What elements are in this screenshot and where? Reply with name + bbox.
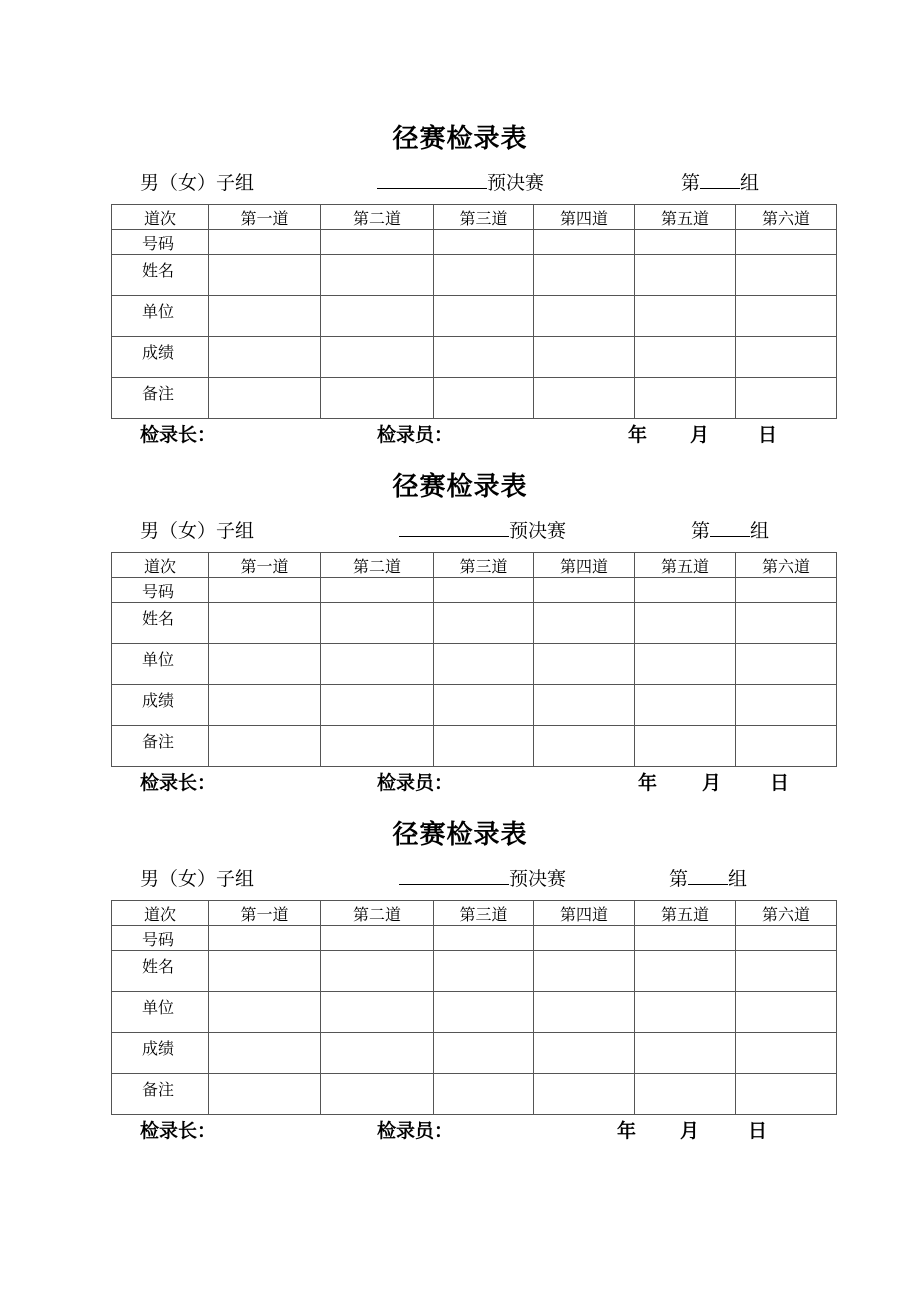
lane-table — [111, 552, 837, 767]
lane-header-label: 道次 — [112, 901, 209, 926]
entry-cell[interactable] — [534, 378, 635, 419]
gender-group-label: 男（女）子组 — [140, 520, 255, 542]
year-label: 年 — [617, 1120, 637, 1142]
entry-cell[interactable] — [434, 1033, 534, 1074]
entry-cell[interactable] — [321, 255, 434, 296]
entry-cell[interactable] — [209, 603, 321, 644]
form-title: 径赛检录表 — [392, 124, 528, 154]
entry-cell[interactable] — [635, 603, 736, 644]
group-number-field — [691, 516, 769, 543]
lane-table — [111, 900, 837, 1115]
group-suffix: 组 — [740, 172, 760, 194]
lane-column-header: 第四道 — [534, 553, 635, 578]
entry-cell[interactable] — [434, 992, 534, 1033]
entry-cell[interactable] — [209, 726, 321, 767]
entry-cell[interactable] — [736, 255, 837, 296]
clerk-label: 检录员： — [377, 772, 454, 794]
entry-cell[interactable] — [321, 603, 434, 644]
entry-cell[interactable] — [321, 337, 434, 378]
entry-cell[interactable] — [736, 926, 837, 951]
entry-cell[interactable] — [635, 337, 736, 378]
year-label: 年 — [628, 424, 648, 446]
entry-cell[interactable] — [321, 951, 434, 992]
entry-cell[interactable] — [434, 578, 534, 603]
entry-cell[interactable] — [635, 1074, 736, 1115]
table-header-row — [112, 553, 837, 578]
entry-cell[interactable] — [635, 685, 736, 726]
entry-cell[interactable] — [736, 1074, 837, 1115]
entry-cell[interactable] — [209, 992, 321, 1033]
entry-cell[interactable] — [534, 578, 635, 603]
table-row — [112, 726, 837, 767]
entry-cell[interactable] — [321, 685, 434, 726]
round-blank[interactable] — [399, 520, 509, 537]
lane-column-header: 第二道 — [321, 205, 434, 230]
entry-cell[interactable] — [635, 1033, 736, 1074]
table-row — [112, 296, 837, 337]
row-label: 备注 — [112, 726, 209, 767]
entry-cell[interactable] — [321, 992, 434, 1033]
entry-cell[interactable] — [321, 296, 434, 337]
group-number-field — [669, 864, 747, 891]
lane-column-header: 第二道 — [321, 553, 434, 578]
entry-cell[interactable] — [434, 644, 534, 685]
entry-cell[interactable] — [209, 926, 321, 951]
entry-cell[interactable] — [534, 685, 635, 726]
entry-cell[interactable] — [321, 926, 434, 951]
lane-header-label: 道次 — [112, 205, 209, 230]
entry-cell[interactable] — [736, 951, 837, 992]
entry-cell[interactable] — [736, 230, 837, 255]
table-row — [112, 951, 837, 992]
row-label: 备注 — [112, 1074, 209, 1115]
table-row — [112, 644, 837, 685]
table-row — [112, 378, 837, 419]
entry-cell[interactable] — [635, 578, 736, 603]
lane-column-header: 第一道 — [209, 901, 321, 926]
entry-cell[interactable] — [321, 1074, 434, 1115]
entry-cell[interactable] — [209, 644, 321, 685]
entry-cell[interactable] — [534, 951, 635, 992]
group-number-blank[interactable] — [688, 868, 728, 885]
entry-cell[interactable] — [209, 337, 321, 378]
entry-cell[interactable] — [635, 926, 736, 951]
entry-cell[interactable] — [635, 992, 736, 1033]
month-label: 月 — [680, 1120, 700, 1142]
entry-cell[interactable] — [534, 337, 635, 378]
entry-cell[interactable] — [209, 1074, 321, 1115]
table-row — [112, 1033, 837, 1074]
row-label: 单位 — [112, 296, 209, 337]
table-row — [112, 1074, 837, 1115]
entry-cell[interactable] — [321, 578, 434, 603]
form-title: 径赛检录表 — [392, 472, 528, 502]
lane-column-header: 第五道 — [635, 205, 736, 230]
row-label: 单位 — [112, 644, 209, 685]
lane-column-header: 第六道 — [736, 205, 837, 230]
gender-group-label: 男（女）子组 — [140, 172, 255, 194]
chief-label: 检录长： — [140, 772, 217, 794]
entry-cell[interactable] — [635, 951, 736, 992]
lane-column-header: 第五道 — [635, 553, 736, 578]
group-number-blank[interactable] — [700, 172, 740, 189]
entry-cell[interactable] — [434, 926, 534, 951]
entry-cell[interactable] — [736, 378, 837, 419]
check-in-form — [0, 814, 920, 1154]
entry-cell[interactable] — [736, 296, 837, 337]
lane-table — [111, 204, 837, 419]
entry-cell[interactable] — [736, 644, 837, 685]
lane-column-header: 第二道 — [321, 901, 434, 926]
entry-cell[interactable] — [321, 378, 434, 419]
entry-cell[interactable] — [736, 1033, 837, 1074]
round-label: 预决赛 — [509, 868, 567, 890]
lane-column-header: 第三道 — [434, 205, 534, 230]
check-in-form — [0, 466, 920, 806]
lane-column-header: 第六道 — [736, 553, 837, 578]
entry-cell[interactable] — [434, 726, 534, 767]
lane-column-header: 第四道 — [534, 205, 635, 230]
row-label: 号码 — [112, 926, 209, 951]
round-field — [399, 864, 566, 891]
entry-cell[interactable] — [209, 1033, 321, 1074]
table-row — [112, 255, 837, 296]
group-prefix: 第 — [669, 868, 689, 890]
round-field — [399, 516, 566, 543]
entry-cell[interactable] — [736, 992, 837, 1033]
row-label: 成绩 — [112, 1033, 209, 1074]
lane-column-header: 第六道 — [736, 901, 837, 926]
lane-column-header: 第三道 — [434, 901, 534, 926]
day-label: 日 — [748, 1120, 768, 1142]
row-label: 姓名 — [112, 951, 209, 992]
clerk-label: 检录员： — [377, 1120, 454, 1142]
entry-cell[interactable] — [635, 255, 736, 296]
table-row — [112, 337, 837, 378]
entry-cell[interactable] — [635, 378, 736, 419]
entry-cell[interactable] — [534, 603, 635, 644]
entry-cell[interactable] — [635, 644, 736, 685]
month-label: 月 — [702, 772, 722, 794]
table-row — [112, 685, 837, 726]
group-prefix: 第 — [691, 520, 711, 542]
day-label: 日 — [758, 424, 778, 446]
entry-cell[interactable] — [635, 230, 736, 255]
entry-cell[interactable] — [534, 1033, 635, 1074]
clerk-label: 检录员： — [377, 424, 454, 446]
round-blank[interactable] — [399, 868, 509, 885]
entry-cell[interactable] — [209, 296, 321, 337]
entry-cell[interactable] — [736, 337, 837, 378]
entry-cell[interactable] — [534, 230, 635, 255]
check-in-form — [0, 118, 920, 458]
entry-cell[interactable] — [534, 1074, 635, 1115]
lane-column-header: 第一道 — [209, 205, 321, 230]
entry-cell[interactable] — [434, 378, 534, 419]
year-label: 年 — [638, 772, 658, 794]
group-prefix: 第 — [681, 172, 701, 194]
entry-cell[interactable] — [321, 1033, 434, 1074]
table-row — [112, 578, 837, 603]
lane-column-header: 第一道 — [209, 553, 321, 578]
table-row — [112, 230, 837, 255]
row-label: 姓名 — [112, 255, 209, 296]
group-number-field — [681, 168, 759, 195]
round-field — [377, 168, 544, 195]
entry-cell[interactable] — [434, 296, 534, 337]
entry-cell[interactable] — [736, 603, 837, 644]
entry-cell[interactable] — [736, 578, 837, 603]
lane-header-label: 道次 — [112, 553, 209, 578]
table-header-row — [112, 901, 837, 926]
group-number-blank[interactable] — [710, 520, 750, 537]
entry-cell[interactable] — [635, 296, 736, 337]
table-row — [112, 926, 837, 951]
table-row — [112, 992, 837, 1033]
entry-cell[interactable] — [534, 926, 635, 951]
lane-column-header: 第四道 — [534, 901, 635, 926]
entry-cell[interactable] — [321, 726, 434, 767]
entry-cell[interactable] — [434, 1074, 534, 1115]
group-suffix: 组 — [750, 520, 770, 542]
entry-cell[interactable] — [434, 951, 534, 992]
group-suffix: 组 — [728, 868, 748, 890]
entry-cell[interactable] — [534, 644, 635, 685]
lane-column-header: 第五道 — [635, 901, 736, 926]
entry-cell[interactable] — [534, 296, 635, 337]
entry-cell[interactable] — [534, 726, 635, 767]
entry-cell[interactable] — [434, 337, 534, 378]
round-label: 预决赛 — [487, 172, 545, 194]
chief-label: 检录长： — [140, 424, 217, 446]
row-label: 成绩 — [112, 337, 209, 378]
entry-cell[interactable] — [434, 603, 534, 644]
entry-cell[interactable] — [534, 255, 635, 296]
entry-cell[interactable] — [434, 255, 534, 296]
row-label: 号码 — [112, 230, 209, 255]
table-row — [112, 603, 837, 644]
entry-cell[interactable] — [209, 578, 321, 603]
entry-cell[interactable] — [209, 378, 321, 419]
entry-cell[interactable] — [321, 230, 434, 255]
form-title: 径赛检录表 — [392, 820, 528, 850]
row-label: 成绩 — [112, 685, 209, 726]
entry-cell[interactable] — [434, 685, 534, 726]
day-label: 日 — [770, 772, 790, 794]
entry-cell[interactable] — [321, 644, 434, 685]
round-blank[interactable] — [377, 172, 487, 189]
entry-cell[interactable] — [209, 685, 321, 726]
lane-column-header: 第三道 — [434, 553, 534, 578]
entry-cell[interactable] — [534, 992, 635, 1033]
entry-cell[interactable] — [736, 685, 837, 726]
table-header-row — [112, 205, 837, 230]
entry-cell[interactable] — [209, 255, 321, 296]
row-label: 单位 — [112, 992, 209, 1033]
month-label: 月 — [690, 424, 710, 446]
round-label: 预决赛 — [509, 520, 567, 542]
row-label: 姓名 — [112, 603, 209, 644]
gender-group-label: 男（女）子组 — [140, 868, 255, 890]
chief-label: 检录长： — [140, 1120, 217, 1142]
entry-cell[interactable] — [209, 951, 321, 992]
row-label: 号码 — [112, 578, 209, 603]
entry-cell[interactable] — [736, 726, 837, 767]
entry-cell[interactable] — [434, 230, 534, 255]
entry-cell[interactable] — [209, 230, 321, 255]
entry-cell[interactable] — [635, 726, 736, 767]
row-label: 备注 — [112, 378, 209, 419]
